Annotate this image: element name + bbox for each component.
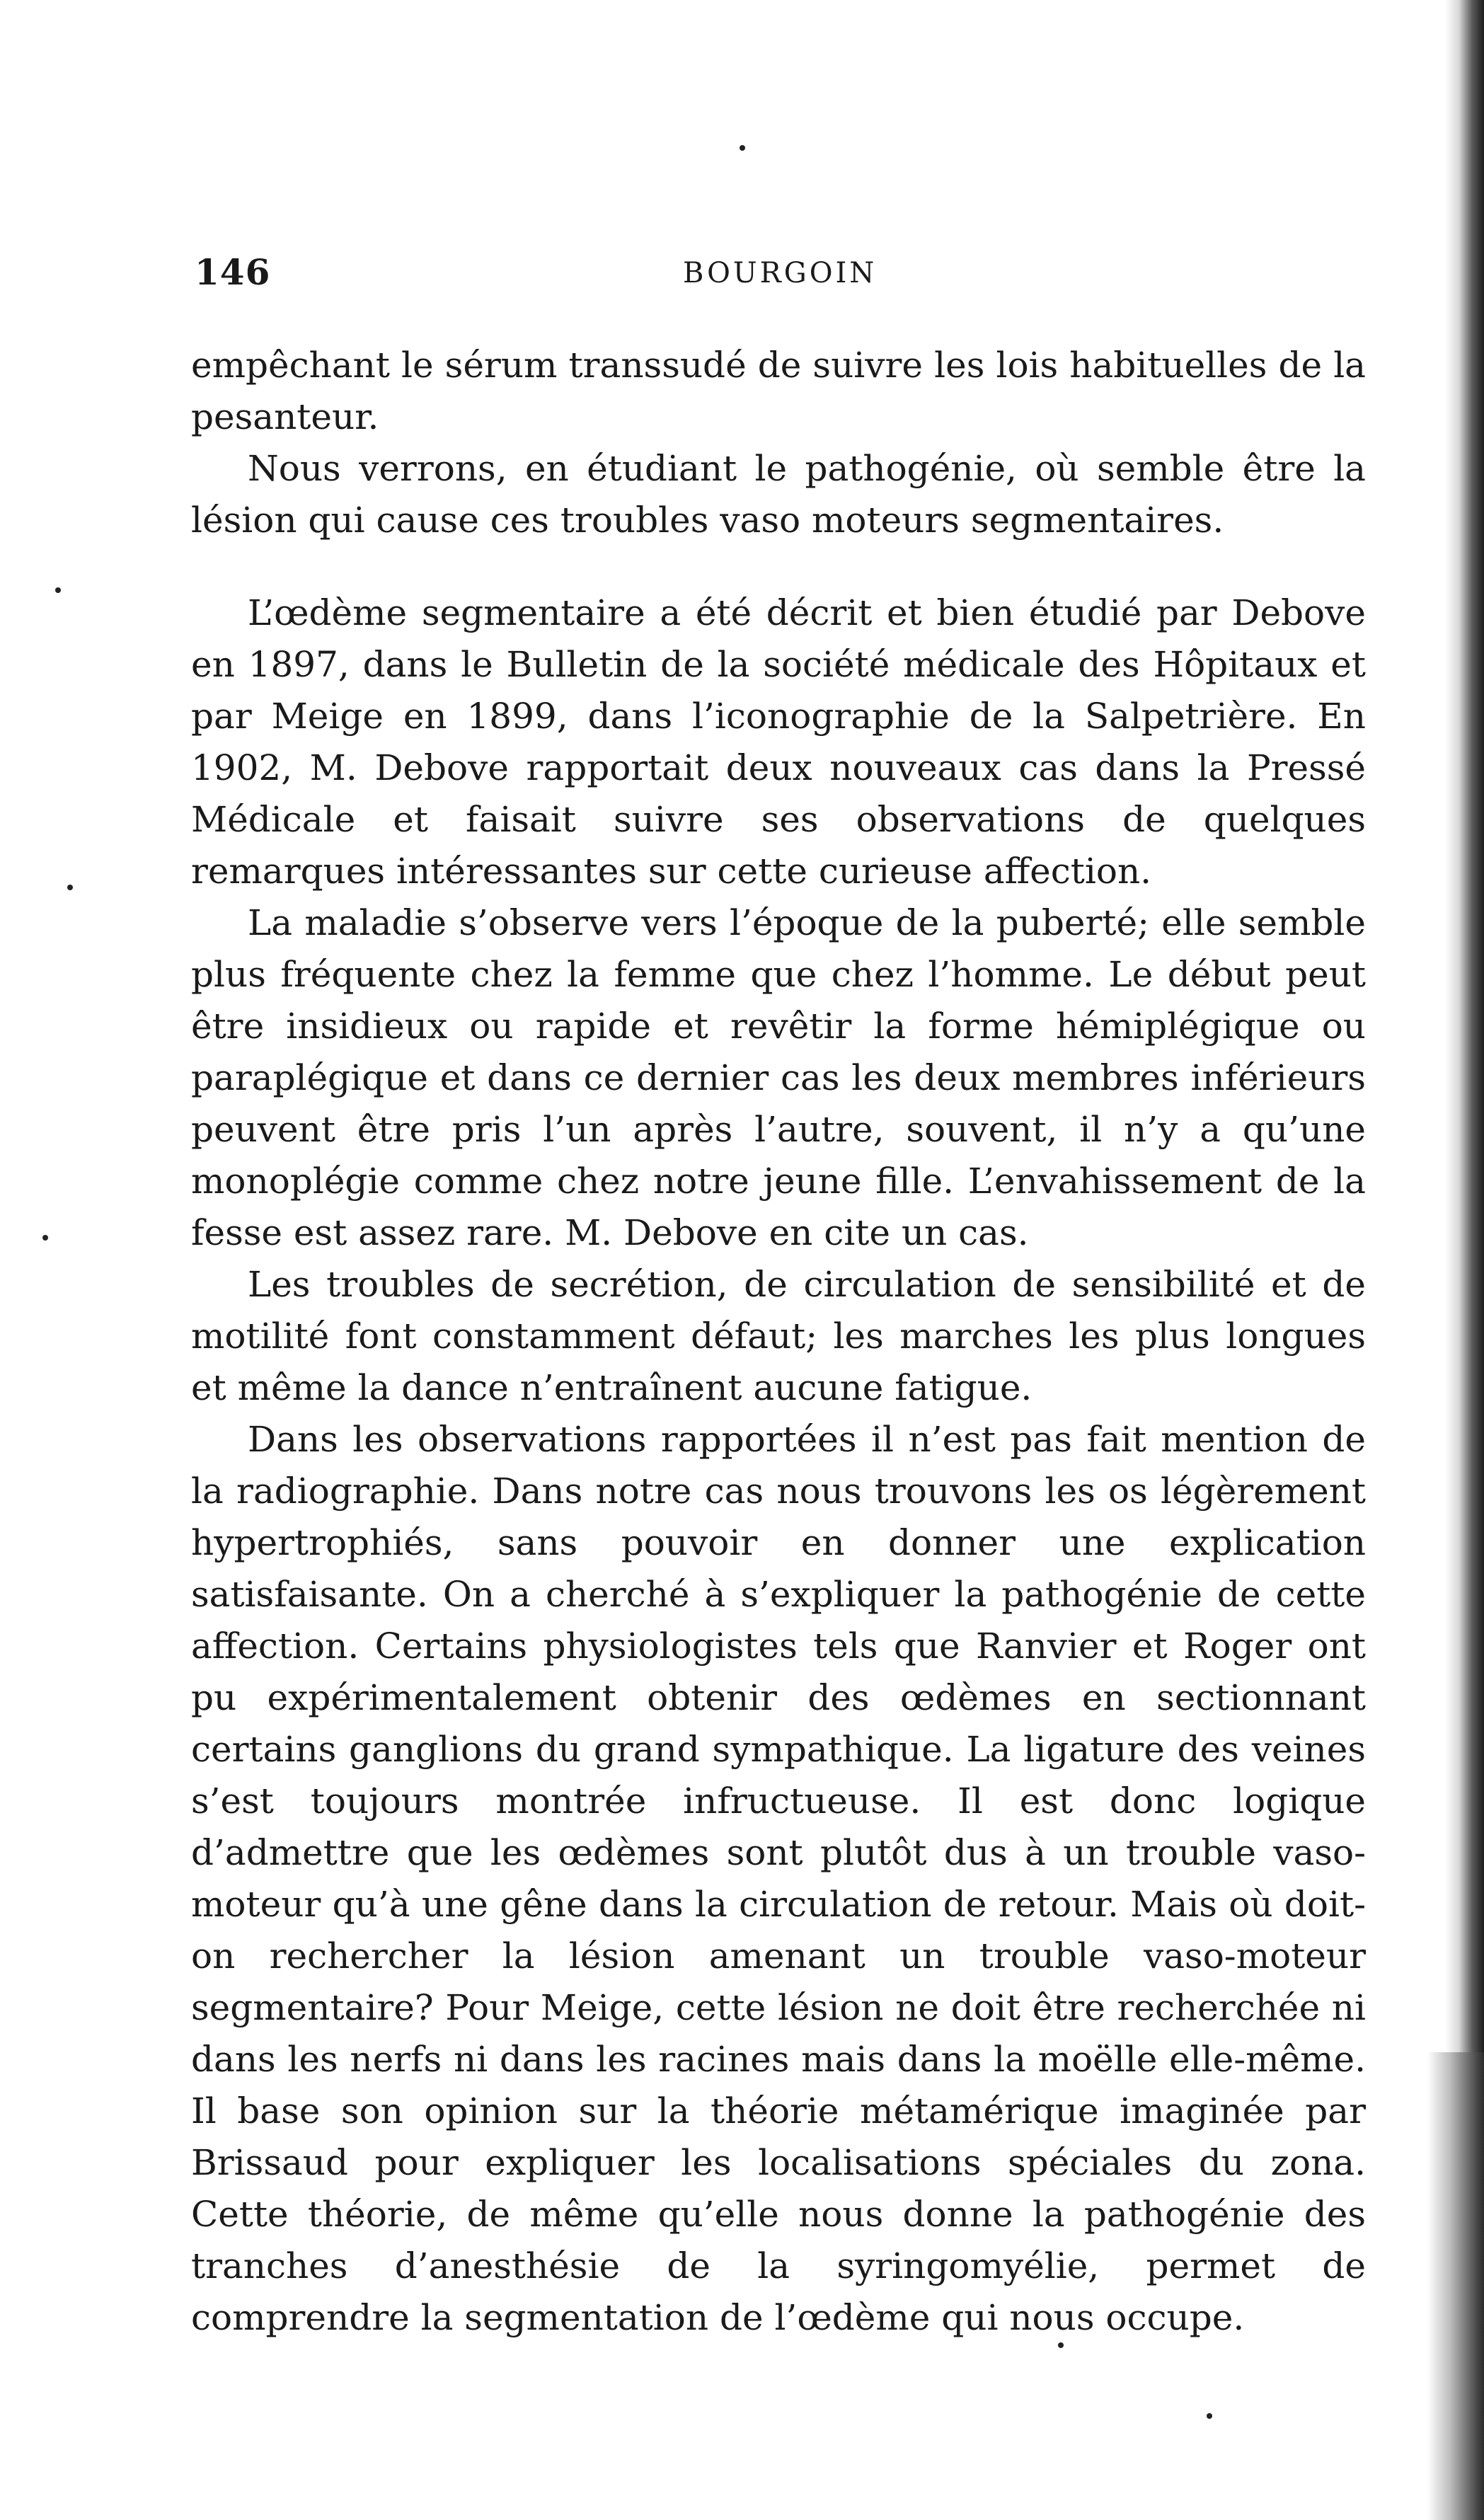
paragraph-pathogenesis: Dans les observations rapportées il n’est pas fait mention de la radiographie. Dans notre cas nous trouvons les os légèrement hypertrophiés, sans pouvoir en donner une explication satisfaisante. On a cherché à s’expliquer la pathogénie de cette affection. Certains physiologistes tels que Ranvier et Roger ont pu expérimentalement obtenir des œdèmes en sectionnant certains ganglions du grand sympathique. La ligature des veines s’est toujours montrée infructueuse. Il est donc logique d’admettre que les œdèmes sont plutôt dus à un trouble vaso-moteur qu’à une gêne dans la circulation de retour. Mais où doit-on rechercher la lésion amenant un trouble vaso-moteur segmentaire? Pour Meige, cette lésion ne doit être recherchée ni dans les nerfs ni dans les racines mais dans la moëlle elle-même. Il base son opinion sur la théorie métamérique imaginée par Brissaud pour expliquer les localisations spéciales du zona. Cette théorie, de même qu’elle nous donne la pathogénie des tranches d’anesthésie de la syringomyélie, permet de comprendre la segmentation de l’œdème qui nous occupe.: [191, 1419, 1366, 2338]
paragraph-history: L’œdème segmentaire a été décrit et bien étudié par Debove en 1897, dans le Bulletin de la société médicale des Hôpitaux et par Meige en 1899, dans l’iconographie de la Salpetrière. En 1902, M. Debove rapportait deux nouveaux cas dans la Pressé Médicale et faisait suivre ses observations de quelques remarques intéressantes sur cette curieuse affection.: [191, 592, 1366, 892]
print-speck: [55, 587, 61, 593]
paragraph-symptoms: Les troubles de secrétion, de circulation de sensibilité et de motilité font constamment défaut; les marches les plus longues et même la dance n’entraînent aucune fatigue.: [191, 1264, 1366, 1408]
print-speck: [740, 145, 745, 151]
binding-shadow-lower: [1427, 2052, 1484, 2520]
print-speck: [1058, 2342, 1064, 2348]
print-speck: [42, 1235, 48, 1241]
print-speck: [1207, 2413, 1212, 2419]
paragraph-onset: La maladie s’observe vers l’époque de la puberté; elle semble plus fréquente chez la femme que chez l’homme. Le début peut être insidieux ou rapide et revêtir la forme hémiplégique ou paraplégique et dans ce dernier cas les deux membres inférieurs peuvent être pris l’un après l’autre, souvent, il n’y a qu’une monoplégie comme chez notre jeune fille. L’envahissement de la fesse est assez rare. M. Debove en cite un cas.: [191, 902, 1366, 1253]
body-text: [191, 340, 1366, 2344]
page-number: 146: [195, 251, 271, 293]
print-speck: [67, 885, 73, 890]
paragraph-pathogenie-note: Nous verrons, en étudiant le pathogénie, où semble être la lésion qui cause ces troubles vaso moteurs segmentaires.: [191, 448, 1366, 541]
paragraph-continuation: empêchant le sérum transsudé de suivre les lois habituelles de la pesanteur.: [191, 345, 1366, 437]
running-head: BOURGOIN: [683, 257, 878, 289]
page-header: [195, 251, 1355, 308]
